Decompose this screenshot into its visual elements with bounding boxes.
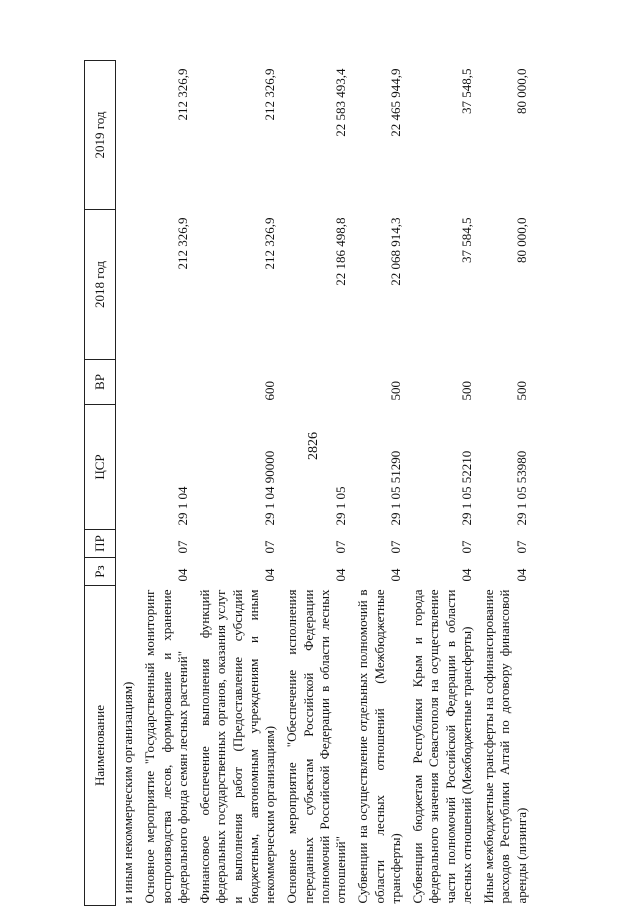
table-row	[116, 61, 139, 906]
row-csr: 29 1 04	[174, 486, 190, 526]
row-2018: 212 326,9	[262, 217, 277, 270]
budget-table-sheet	[84, 61, 604, 906]
row-vr: 500	[387, 381, 403, 401]
row-vr	[280, 360, 351, 405]
row-pr: 07	[174, 540, 190, 554]
header-csr: ЦСР	[85, 405, 116, 530]
row-2018: 37 584,5	[458, 217, 474, 263]
row-pr	[116, 530, 139, 558]
row-2019	[116, 61, 139, 210]
row-pr: 07	[458, 540, 474, 554]
header-2018: 2018 год	[85, 210, 116, 360]
page-number: 2826	[306, 432, 321, 460]
header-2019: 2019 год	[85, 61, 116, 210]
table-row	[406, 61, 477, 906]
row-name: Иные межбюджетные трансферты на софинансирование расходов Республики Алтай по договору финансовой аренды (лизинга)	[481, 589, 529, 904]
row-rz	[116, 558, 139, 586]
budget-table	[84, 60, 532, 906]
row-csr: 29 1 05 53980	[513, 450, 529, 526]
row-2018: 80 000,0	[513, 217, 529, 263]
row-name: и иным некоммерческим организациям)	[120, 681, 135, 904]
table-row	[193, 61, 280, 906]
row-vr: 500	[513, 381, 529, 401]
row-pr: 07	[262, 540, 277, 554]
row-vr	[116, 360, 139, 405]
row-rz: 04	[333, 568, 348, 582]
row-2019: 212 326,9	[262, 68, 277, 121]
header-name: Наименование	[85, 586, 116, 906]
row-2019: 22 583 493,4	[333, 68, 348, 137]
row-vr	[138, 360, 193, 405]
row-2018: 22 068 914,3	[387, 217, 403, 286]
row-name: Основное мероприятие "Обеспечение исполнения переданных субъектам Российской Федерации полномочий Российской Федерации в области лесных отношений"	[284, 589, 348, 904]
row-2019: 80 000,0	[513, 68, 529, 114]
row-rz: 04	[513, 568, 529, 582]
row-rz: 04	[458, 568, 474, 582]
header-rz: Рз	[85, 558, 116, 586]
row-name: Субвенции бюджетам Республики Крым и города федерального значения Севастополя на осуществление части полномочий Российской Федерации в области лесных отношений (Межбюджетные трансферты)	[410, 589, 474, 904]
table-row	[138, 61, 193, 906]
row-2018: 212 326,9	[174, 217, 190, 270]
row-csr: 29 1 05	[333, 486, 348, 526]
row-name: Субвенции на осуществление отдельных полномочий в области лесных отношений (Межбюджетные трансферты)	[355, 589, 403, 904]
table-row	[477, 61, 532, 906]
row-csr	[116, 405, 139, 530]
row-2019: 212 326,9	[174, 68, 190, 121]
row-rz: 04	[174, 568, 190, 582]
row-2019: 37 548,5	[458, 68, 474, 114]
header-vr: ВР	[85, 360, 116, 405]
row-name: Основное мероприятие "Государственный мониторинг воспроизводства лесов, формирование и хранение федерального фонда семян лесных растений"	[142, 589, 190, 904]
row-vr: 500	[458, 381, 474, 401]
header-pr: ПР	[85, 530, 116, 558]
row-2019: 22 465 944,9	[387, 68, 403, 137]
table-row	[280, 61, 351, 906]
row-csr: 29 1 05 52210	[458, 450, 474, 526]
row-pr: 07	[387, 540, 403, 554]
table-header-row	[85, 61, 116, 906]
row-2018: 22 186 498,8	[333, 217, 348, 286]
row-2018	[116, 210, 139, 360]
row-pr: 07	[333, 540, 348, 554]
row-rz: 04	[387, 568, 403, 582]
row-pr: 07	[513, 540, 529, 554]
table-row	[351, 61, 406, 906]
row-vr: 600	[262, 381, 277, 401]
row-csr: 29 1 05 51290	[387, 450, 403, 526]
row-csr: 29 1 04 90000	[262, 450, 277, 526]
row-name: Финансовое обеспечение выполнения функций федеральных государственных органов, оказания услуг и выполнения работ (Предоставление субсидий бюджетным, автономным учреждениям и иным некоммерческим организациям)	[197, 589, 277, 904]
row-rz: 04	[262, 568, 277, 582]
